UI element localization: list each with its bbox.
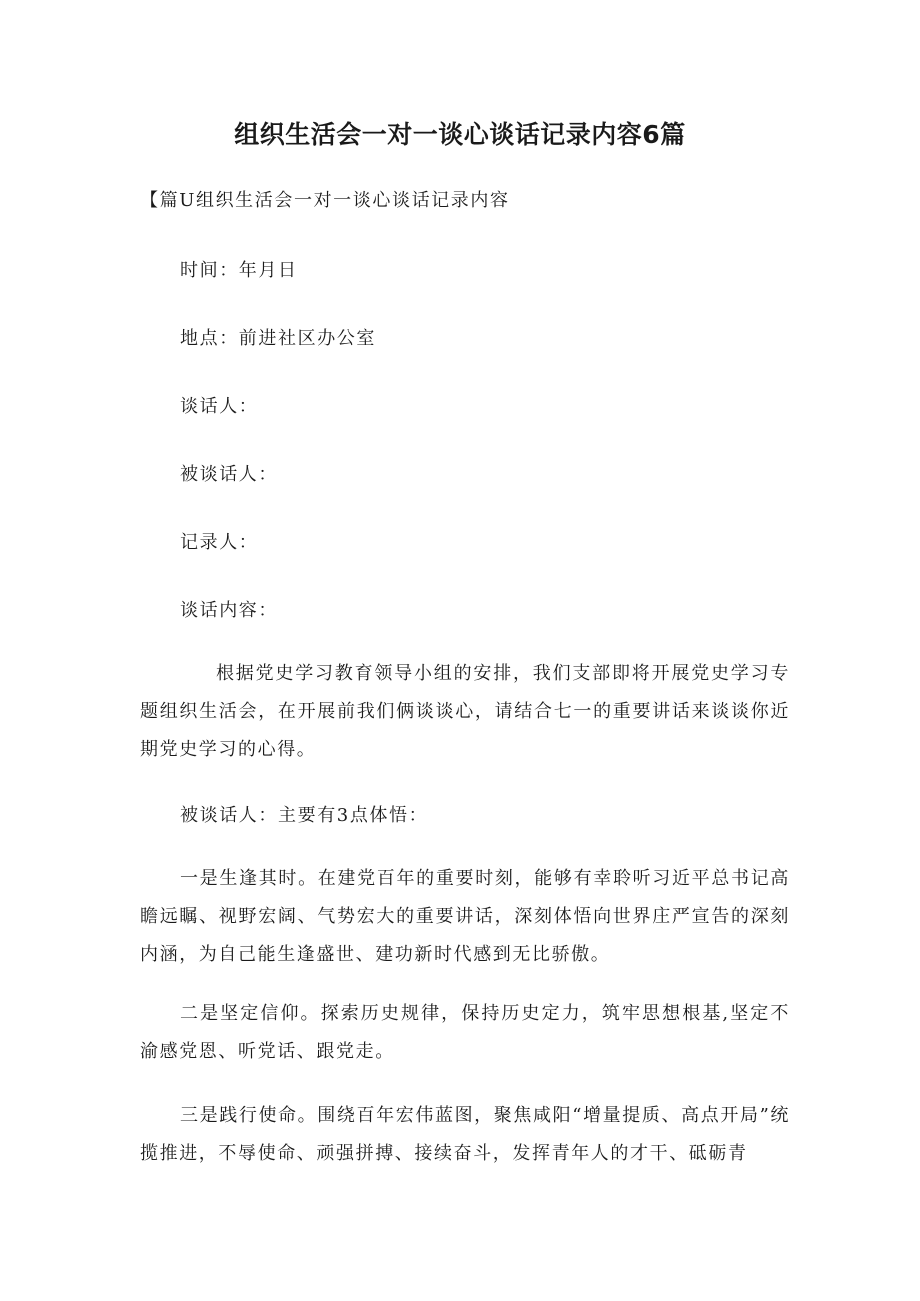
field-interviewer: 谈话人： [180,396,259,417]
field-time: 时间：年月日 [180,260,298,281]
paragraph-point-two: 二是坚定信仰。探索历史规律，保持历史定力，筑牢思想根基,坚定不渝感党恩、听党话、跟党走。 [140,1003,790,1062]
paragraph-intro: 根据党史学习教育领导小组的安排，我们支部即将开展党史学习专题组织生活会，在开展前我们俩谈谈心，请结合七一的重要讲话来谈谈你近期党史学习的心得。 [140,663,790,760]
paragraph-interviewee-summary: 被谈话人：主要有3点体悟： [180,805,429,826]
field-location: 地点：前进社区办公室 [180,328,376,349]
paragraph-point-one: 一是生逢其时。在建党百年的重要时刻，能够有幸聆听习近平总书记高瞻远瞩、视野宏阔、气势宏大的重要讲话，深刻体悟向世界庄严宣告的深刻内涵，为自己能生逢盛世、建功新时代感到无比骄傲。 [140,868,790,965]
section-heading: 【篇U组织生活会一对一谈心谈话记录内容 [140,190,510,211]
field-recorder: 记录人： [180,532,259,553]
field-interviewee: 被谈话人： [180,464,278,485]
field-content: 谈话内容： [180,600,278,621]
document-title: 组织生活会一对一谈心谈话记录内容6篇 [234,120,686,149]
paragraph-point-three: 三是践行使命。围绕百年宏伟蓝图，聚焦咸阳“增量提质、高点开局”统揽推进，不辱使命、顽强拼搏、接续奋斗，发挥青年人的才干、砥砺青 [140,1105,790,1164]
